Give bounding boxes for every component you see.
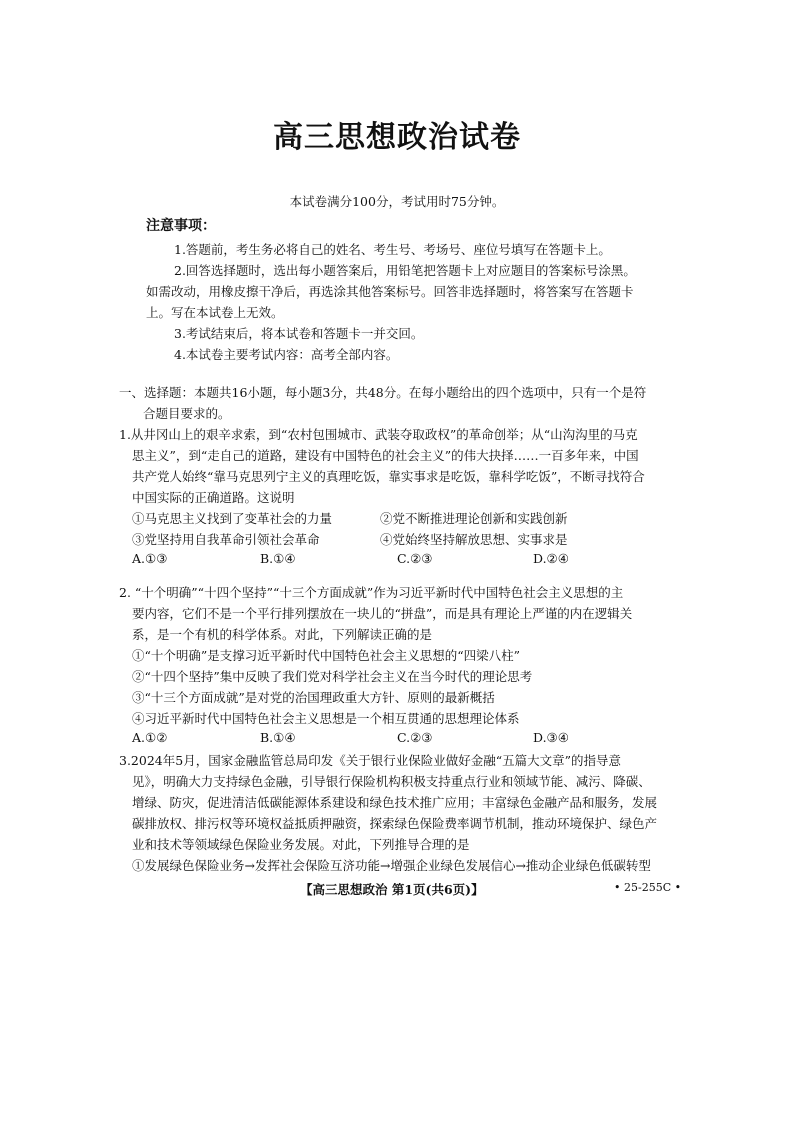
q3-stem: 碳排放权、排污权等环境权益抵质押融资，探索绿色保险费率调节机制，推动环境保护、绿色产	[132, 816, 658, 831]
q1-option: ④党始终坚持解放思想、实事求是	[380, 532, 568, 547]
q3-stem: 见》，明确大力支持绿色金融，引导银行保险机构积极支持重点行业和领域节能、减污、降碳、	[132, 774, 651, 789]
q1-choice-d: D.②④	[533, 551, 569, 566]
q1-stem: 中国实际的正确道路。这说明	[132, 490, 295, 505]
q3-option: ①发展绿色保险业务→发挥社会保险互济功能→增强企业绿色发展信心→推动企业绿色低碳转型	[132, 858, 651, 873]
notice-line: 4.本试卷主要考试内容：高考全部内容。	[174, 347, 399, 362]
exam-info: 本试卷满分100分，考试用时75分钟。	[289, 194, 505, 209]
q1-stem: 1.从井冈山上的艰辛求索，到“农村包围城市、武装夺取政权”的革命创举；从“山沟沟里的马克	[119, 427, 638, 442]
q2-choice-a: A.①②	[132, 730, 168, 745]
q3-stem: 增绿、防灾，促进清洁低碳能源体系建设和绿色技术推广应用；丰富绿色金融产品和服务，发展	[132, 795, 658, 810]
q2-stem: 系，是一个有机的科学体系。对此，下列解读正确的是	[132, 627, 433, 642]
notice-line: 3.考试结束后，将本试卷和答题卡一并交回。	[174, 326, 424, 341]
q2-stem: 2. “十个明确”“十四个坚持”“十三个方面成就”作为习近平新时代中国特色社会主义思想的主	[119, 585, 624, 600]
paper-code: • 25-255C •	[614, 881, 682, 894]
q1-option: ②党不断推进理论创新和实践创新	[380, 511, 568, 526]
notice-line: 2.回答选择题时，选出每小题答案后，用铅笔把答题卡上对应题目的答案标号涂黑。	[174, 263, 636, 278]
q2-choice-c: C.②③	[397, 730, 433, 745]
q2-option: ④习近平新时代中国特色社会主义思想是一个相互贯通的思想理论体系	[132, 711, 520, 726]
notice-line: 如需改动，用橡皮擦干净后，再选涂其他答案标号。回答非选择题时，将答案写在答题卡	[146, 284, 634, 299]
q1-choice-c: C.②③	[397, 551, 433, 566]
q2-option: ③“十三个方面成就”是对党的治国理政重大方针、原则的最新概括	[132, 690, 495, 705]
notice-line: 1.答题前，考生务必将自己的姓名、考生号、考场号、座位号填写在答题卡上。	[174, 242, 611, 257]
notice-line: 上。写在本试卷上无效。	[146, 305, 284, 320]
q1-choice-b: B.①④	[260, 551, 296, 566]
section-heading: 一、选择题：本题共16小题，每小题3分，共48分。在每小题给出的四个选项中，只有一个是符	[119, 385, 647, 400]
q2-option: ②“十四个坚持”集中反映了我们党对科学社会主义在当今时代的理论思考	[132, 669, 533, 684]
q1-stem: 共产党人始终“靠马克思列宁主义的真理吃饭，靠实事求是吃饭，靠科学吃饭”，不断寻找符合	[132, 469, 645, 484]
q3-stem: 3.2024年5月，国家金融监管总局印发《关于银行业保险业做好金融“五篇大文章”的指导意	[119, 753, 621, 768]
q3-stem: 业和技术等领域绿色保险业务发展。对此，下列推导合理的是	[132, 837, 470, 852]
page-footer: 【高三思想政治 第1页(共6页)】	[300, 882, 484, 897]
q1-stem: 思主义”，到“走自己的道路，建设有中国特色的社会主义”的伟大抉择……一百多年来，中国	[132, 448, 639, 463]
q1-choice-a: A.①③	[132, 551, 168, 566]
q1-option: ③党坚持用自我革命引领社会革命	[132, 532, 320, 547]
page-title: 高三思想政治试卷	[273, 120, 521, 155]
section-heading-cont: 合题目要求的。	[143, 406, 231, 421]
q2-choice-d: D.③④	[533, 730, 569, 745]
notice-heading: 注意事项：	[146, 218, 216, 234]
q2-option: ①“十个明确”是支撑习近平新时代中国特色社会主义思想的“四梁八柱”	[132, 648, 521, 663]
q1-option: ①马克思主义找到了变革社会的力量	[132, 511, 333, 526]
q2-choice-b: B.①④	[260, 730, 296, 745]
q2-stem: 要内容，它们不是一个平行排列摆放在一块儿的“拼盘”，而是具有理论上严谨的内在逻辑关	[132, 606, 633, 621]
